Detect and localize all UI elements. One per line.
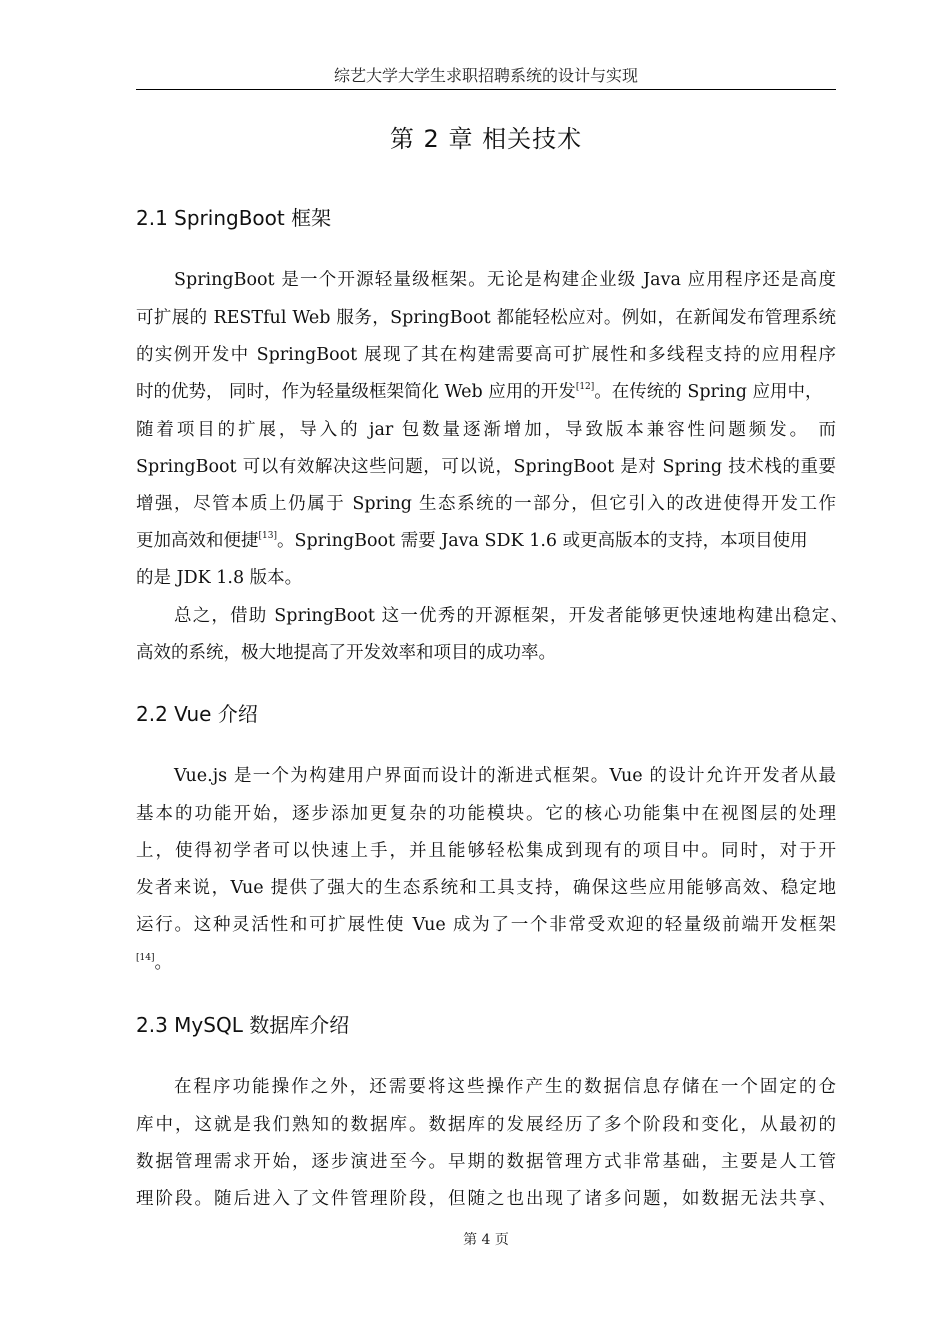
line-text: 。SpringBoot 需要 Java SDK 1.6 或更高版本的支持，本项目使用 bbox=[276, 531, 808, 551]
paragraph-line: SpringBoot 可以有效解决这些问题，可以说，SpringBoot 是对 Spring 技术栈的重要 bbox=[136, 457, 836, 477]
paragraph-line: 上，使得初学者可以快速上手，并且能够轻松集成到现有的项目中。同时，对于开 bbox=[136, 841, 836, 861]
paragraph-line: 随着项目的扩展，导入的 jar 包数量逐渐增加，导致版本兼容性问题频发。 而 bbox=[136, 420, 836, 440]
paragraph-line: 的是 JDK 1.8 版本。 bbox=[136, 568, 303, 588]
paragraph-line: Vue.js 是一个为构建用户界面而设计的渐进式框架。Vue 的设计允许开发者从最 bbox=[174, 766, 836, 786]
citation-ref: [12] bbox=[575, 382, 595, 392]
running-header: 综艺大学大学生求职招聘系统的设计与实现 bbox=[333, 66, 638, 85]
section-heading-2-1: 2.1 SpringBoot 框架 bbox=[136, 206, 332, 230]
paragraph-line: 基本的功能开始，逐步添加更复杂的功能模块。它的核心功能集中在视图层的处理 bbox=[136, 804, 836, 824]
paragraph-line bbox=[136, 950, 836, 976]
section-heading-2-2: 2.2 Vue 介绍 bbox=[136, 702, 258, 726]
paragraph-line: 库中，这就是我们熟知的数据库。数据库的发展经历了多个阶段和变化，从最初的 bbox=[136, 1115, 836, 1135]
paragraph-line: 在程序功能操作之外，还需要将这些操作产生的数据信息存储在一个固定的仓 bbox=[174, 1077, 836, 1097]
paragraph-line: 的实例开发中 SpringBoot 展现了其在构建需要高可扩展性和多线程支持的应用程序 bbox=[136, 345, 836, 365]
line-text: 更加高效和便捷 bbox=[136, 531, 259, 551]
paragraph-line bbox=[136, 528, 836, 554]
header-rule bbox=[136, 89, 836, 90]
line-text: 。 bbox=[154, 953, 172, 973]
line-text: 时的优势， 同时，作为轻量级框架简化 Web 应用的开发 bbox=[136, 382, 576, 402]
page-number: 第 4 页 bbox=[463, 1232, 509, 1248]
section-heading-2-3: 2.3 MySQL 数据库介绍 bbox=[136, 1013, 350, 1037]
paragraph-line: 可扩展的 RESTful Web 服务，SpringBoot 都能轻松应对。例如，在新闻发布管理系统 bbox=[136, 308, 836, 328]
paragraph-line: 数据管理需求开始，逐步演进至今。早期的数据管理方式非常基础，主要是人工管 bbox=[136, 1152, 836, 1172]
chapter-title: 第 2 章 相关技术 bbox=[389, 125, 583, 153]
paragraph-line: 总之，借助 SpringBoot 这一优秀的开源框架，开发者能够更快速地构建出稳定、 bbox=[174, 606, 848, 626]
citation-ref: [14] bbox=[136, 953, 155, 963]
paragraph-line bbox=[136, 379, 836, 405]
paragraph-line: 增强，尽管本质上仍属于 Spring 生态系统的一部分，但它引入的改进使得开发工作 bbox=[136, 494, 836, 514]
paragraph-line: 高效的系统，极大地提高了开发效率和项目的成功率。 bbox=[136, 643, 556, 663]
citation-ref: [13] bbox=[258, 531, 277, 541]
paragraph-line: 发者来说，Vue 提供了强大的生态系统和工具支持，确保这些应用能够高效、稳定地 bbox=[136, 878, 836, 898]
paragraph-line: SpringBoot 是一个开源轻量级框架。无论是构建企业级 Java 应用程序还是高度 bbox=[174, 270, 836, 290]
line-text: 。在传统的 Spring 应用中， bbox=[594, 382, 823, 402]
paragraph-line: 理阶段。随后进入了文件管理阶段，但随之也出现了诸多问题，如数据无法共享、 bbox=[136, 1189, 836, 1209]
paragraph-line: 运行。这种灵活性和可扩展性使 Vue 成为了一个非常受欢迎的轻量级前端开发框架 bbox=[136, 915, 836, 935]
